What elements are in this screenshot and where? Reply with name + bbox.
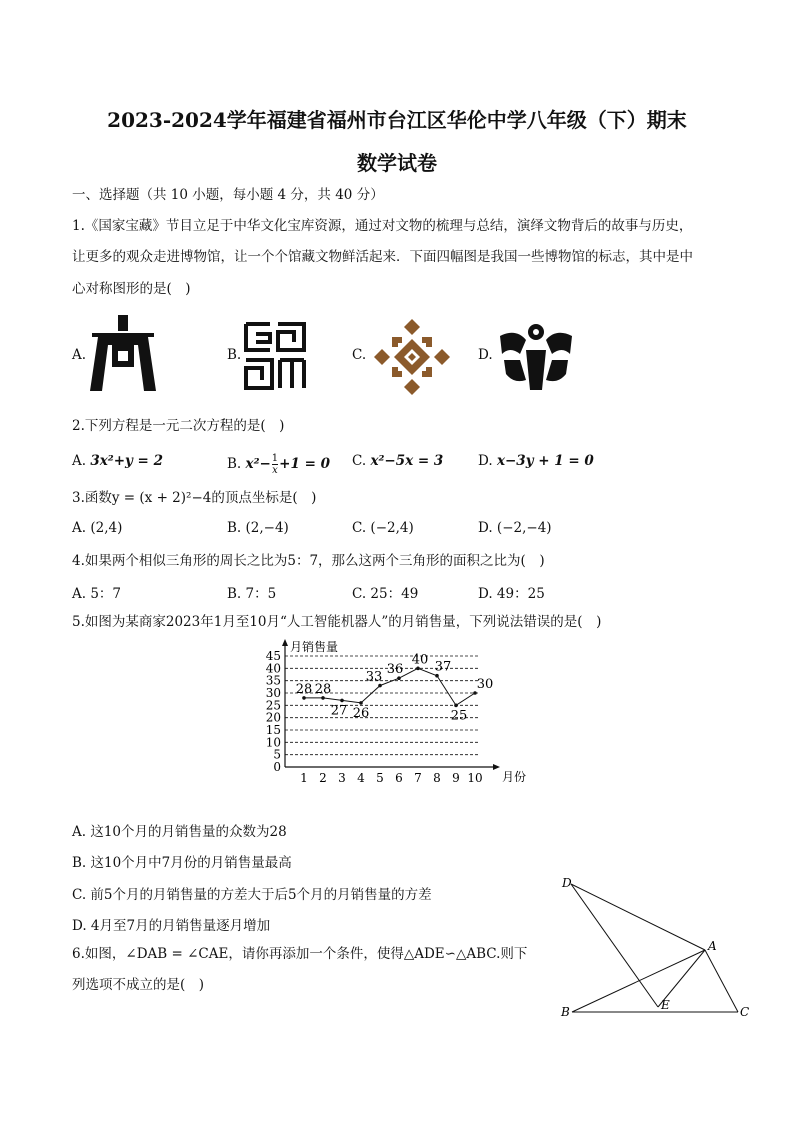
y-tick-label: 40 — [265, 661, 281, 676]
y-tick-label: 10 — [265, 735, 281, 750]
point-c-label: C — [740, 1005, 750, 1019]
q2-option-d-label: D. — [478, 453, 493, 469]
y-axis-arrow — [282, 639, 288, 646]
q5-option-c[interactable]: C. 前5个月的月销售量的方差大于后5个月的月销售量的方差 — [72, 887, 432, 903]
q3-option-b[interactable]: B. (2,−4) — [227, 520, 289, 536]
q3-option-c[interactable]: C. (−2,4) — [352, 520, 414, 536]
q1-line1: 1.《国家宝藏》节目立足于中华文化宝库资源，通过对文物的梳理与总结，演绎文物背后的故事与历史， — [72, 218, 693, 234]
q1-option-b-label[interactable]: B. — [227, 347, 242, 363]
segment-de — [571, 884, 658, 1007]
q2-option-b[interactable] — [227, 453, 330, 476]
x-tick-label: 6 — [395, 771, 403, 785]
triangle-figure — [555, 870, 755, 1025]
q2-option-b-den: x — [272, 465, 278, 476]
segment-ac — [705, 950, 738, 1012]
data-label: 30 — [476, 677, 494, 692]
x-tick-label: 3 — [338, 771, 346, 785]
q2-stem: 2.下列方程是一元二次方程的是( ) — [72, 418, 285, 434]
q1-option-c-label[interactable]: C. — [352, 347, 367, 363]
q1-line2: 让更多的观众走进博物馆，让一个个馆藏文物鲜活起来．下面四幅图是我国一些博物馆的标志，其中是中 — [72, 249, 693, 265]
y-tick-label: 30 — [265, 686, 281, 700]
x-tick-label: 7 — [414, 771, 422, 785]
q2-option-a[interactable] — [72, 453, 163, 469]
q2-option-a-label: A. — [72, 453, 87, 469]
chart-y-axis-label: 月销售量 — [290, 640, 339, 654]
chart-x-axis-label: 月份 — [502, 770, 527, 784]
q2-option-c-label: C. — [352, 453, 367, 469]
q1-option-d-label[interactable]: D. — [478, 347, 493, 363]
x-tick-label: 8 — [433, 771, 441, 785]
q6-line2: 列选项不成立的是( ) — [72, 977, 205, 993]
sales-line-chart — [255, 636, 530, 786]
q4-option-d[interactable]: D. 49：25 — [478, 586, 545, 602]
q2-option-b-post: +1 = 0 — [279, 456, 330, 472]
q4-option-a[interactable]: A. 5：7 — [72, 586, 122, 602]
q2-option-d[interactable] — [478, 453, 594, 469]
q5-stem: 5.如图为某商家2023年1月至10月“人工智能机器人”的月销售量，下列说法错误的是( ) — [72, 614, 602, 630]
data-label: 40 — [411, 652, 429, 668]
q2-option-b-label: B. — [227, 456, 242, 472]
y-tick-label: 35 — [265, 673, 281, 688]
y-tick-label: 45 — [265, 649, 281, 663]
q5-option-d[interactable]: D. 4月至7月的月销售量逐月增加 — [72, 918, 271, 934]
q2-option-b-num: 1 — [271, 453, 279, 464]
q2-option-c[interactable] — [352, 453, 443, 469]
data-label: 33 — [365, 669, 383, 685]
museum-logo-d-icon — [496, 320, 576, 392]
museum-logo-c-icon — [372, 317, 452, 397]
point-b-label: B — [561, 1005, 570, 1019]
q2-option-a-text: 3x²+y = 2 — [90, 453, 163, 469]
page-title: 2023-2024学年福建省福州市台江区华伦中学八年级（下）期末 — [107, 108, 687, 132]
q3-option-d[interactable]: D. (−2,−4) — [478, 520, 552, 536]
y-tick-label: 25 — [265, 698, 281, 713]
x-tick-label: 4 — [357, 771, 365, 785]
q5-option-a[interactable]: A. 这10个月的月销售量的众数为28 — [72, 824, 287, 840]
segment-da — [571, 884, 705, 950]
data-label: 28 — [314, 681, 332, 697]
y-tick-label: 15 — [265, 723, 281, 737]
q4-stem: 4.如果两个相似三角形的周长之比为5：7，那么这两个三角形的面积之比为( ) — [72, 553, 545, 569]
y-tick-label: 5 — [273, 747, 281, 762]
q2-option-c-text: x²−5x = 3 — [370, 453, 444, 469]
data-point — [340, 699, 344, 703]
point-d-label: D — [562, 876, 572, 890]
x-tick-label: 1 — [300, 771, 308, 785]
x-tick-label: 9 — [452, 771, 460, 785]
data-label: 26 — [352, 705, 370, 721]
data-point — [454, 704, 458, 708]
y-tick-label: 0 — [273, 760, 281, 774]
museum-logo-b-icon — [242, 320, 308, 392]
q2-option-d-text: x−3y + 1 = 0 — [496, 453, 594, 469]
section-header: 一、选择题（共 10 小题，每小题 4 分，共 40 分） — [72, 187, 384, 203]
data-point — [359, 701, 363, 705]
x-axis-arrow — [493, 764, 500, 770]
x-tick-label: 10 — [467, 771, 483, 785]
data-label: 37 — [434, 659, 452, 675]
q4-option-c[interactable]: C. 25：49 — [352, 586, 419, 602]
data-label: 28 — [295, 681, 313, 697]
data-label: 36 — [386, 662, 404, 678]
x-tick-label: 2 — [319, 771, 327, 785]
museum-logo-a-icon — [88, 315, 158, 393]
q2-option-b-pre: x²− — [245, 456, 271, 472]
point-a-label: A — [708, 939, 717, 953]
q3-stem: 3.函数y = (x + 2)²−4的顶点坐标是( ) — [72, 490, 317, 506]
y-tick-label: 20 — [265, 710, 281, 725]
point-e-label: E — [661, 998, 670, 1012]
q5-option-b[interactable]: B. 这10个月中7月份的月销售量最高 — [72, 855, 292, 871]
q3-option-a[interactable]: A. (2,4) — [72, 520, 123, 536]
q6-line1: 6.如图，∠DAB = ∠CAE，请你再添加一个条件，使得△ADE∽△ABC.则下 — [72, 946, 528, 962]
segment-ba — [572, 950, 705, 1012]
page-subtitle: 数学试卷 — [357, 151, 437, 175]
x-tick-label: 5 — [376, 771, 384, 785]
data-label: 25 — [450, 708, 468, 724]
data-label: 27 — [330, 703, 348, 719]
q4-option-b[interactable]: B. 7：5 — [227, 586, 277, 602]
q1-option-a-label[interactable]: A. — [72, 347, 87, 363]
q1-line3: 心对称图形的是( ) — [72, 281, 191, 297]
